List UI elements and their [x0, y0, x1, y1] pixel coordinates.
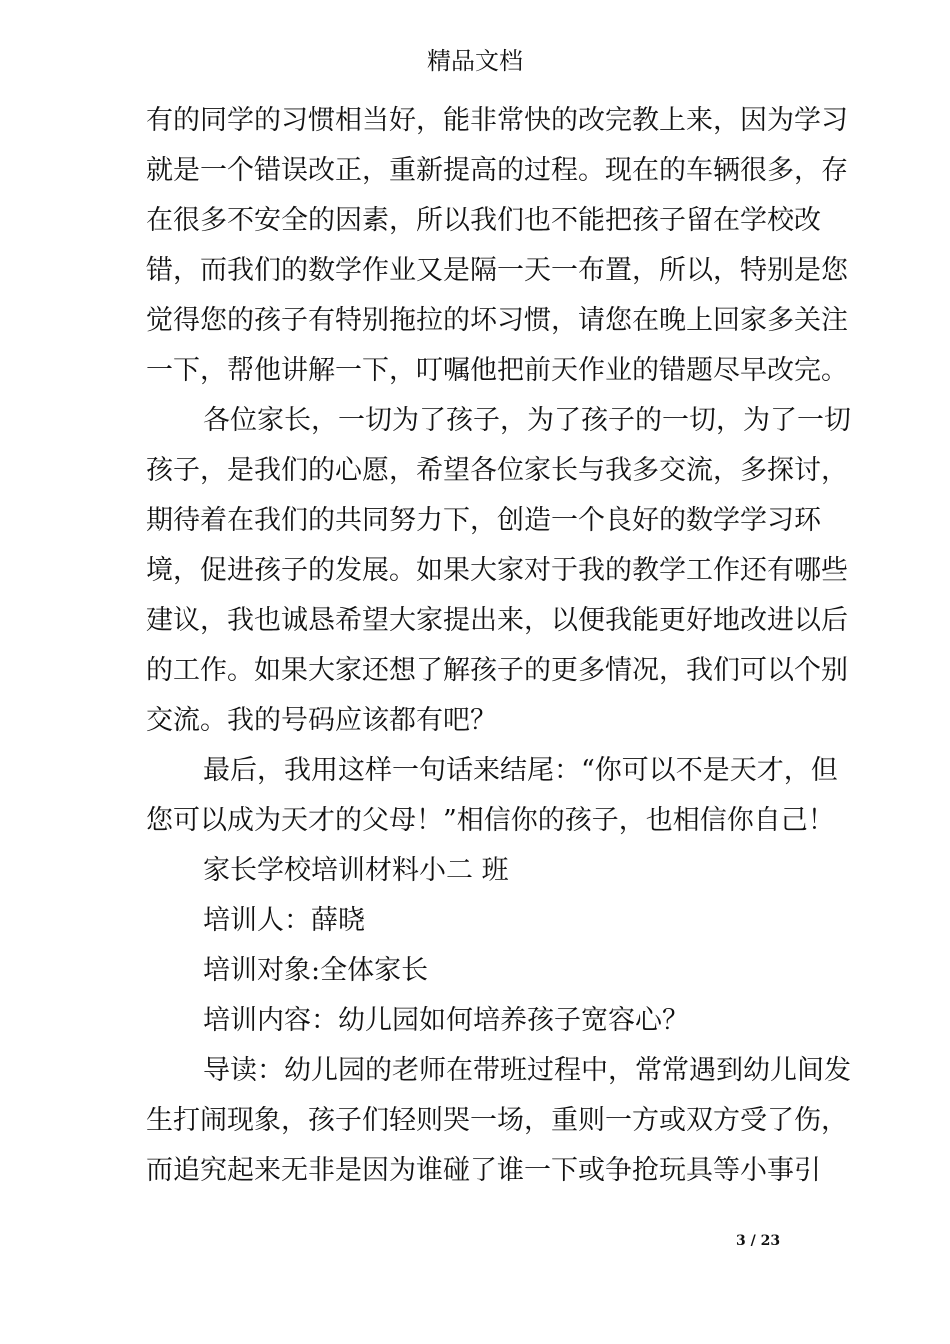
text-line: 期待着在我们的共同努力下，创造一个良好的数学学习环: [146, 505, 821, 536]
text-line: 境，促进孩子的发展。如果大家对于我的教学工作还有哪些: [146, 555, 848, 586]
text-line: 错，而我们的数学作业又是隔一天一布置，所以，特别是您: [146, 255, 848, 286]
text-line: 在很多不安全的因素，所以我们也不能把孩子留在学校改: [146, 205, 821, 236]
paragraph-start-line: 导读：幼儿园的老师在带班过程中，常常遇到幼儿间发: [203, 1055, 851, 1086]
text-line: 孩子，是我们的心愿，希望各位家长与我多交流，多探讨，: [146, 455, 848, 486]
text-line: 交流。我的号码应该都有吧？: [146, 705, 497, 736]
text-line: 建议，我也诚恳希望大家提出来，以便我能更好地改进以后: [146, 605, 848, 636]
section-title: 家长学校培训材料小二 班: [203, 855, 509, 886]
text-line: 觉得您的孩子有特别拖拉的坏习惯，请您在晚上回家多关注: [146, 305, 848, 336]
text-line: 您可以成为天才的父母！”相信你的孩子，也相信你自己！: [146, 805, 835, 836]
document-body: [146, 96, 851, 1196]
text-line: 生打闹现象，孩子们轻则哭一场，重则一方或双方受了伤，: [146, 1105, 848, 1136]
audience-line: 培训对象:全体家长: [203, 955, 429, 986]
page-header-title: 精品文档: [427, 47, 523, 75]
paragraph-start-line: 各位家长，一切为了孩子，为了孩子的一切，为了一切: [203, 405, 851, 436]
page-number: 3 / 23: [736, 1233, 781, 1249]
trainer-line: 培训人：薛晓: [203, 905, 365, 936]
text-line: 而追究起来无非是因为谁碰了谁一下或争抢玩具等小事引: [146, 1155, 821, 1186]
topic-line: 培训内容：幼儿园如何培养孩子宽容心？: [203, 1005, 689, 1036]
text-line: 一下，帮他讲解一下，叮嘱他把前天作业的错题尽早改完。: [146, 355, 848, 386]
text-line: 的工作。如果大家还想了解孩子的更多情况，我们可以个别: [146, 655, 848, 686]
text-line: 就是一个错误改正，重新提高的过程。现在的车辆很多，存: [146, 155, 848, 186]
paragraph-start-line: 最后，我用这样一句话来结尾：“你可以不是天才，但: [203, 755, 838, 786]
text-line: 有的同学的习惯相当好，能非常快的改完教上来，因为学习: [146, 105, 848, 136]
